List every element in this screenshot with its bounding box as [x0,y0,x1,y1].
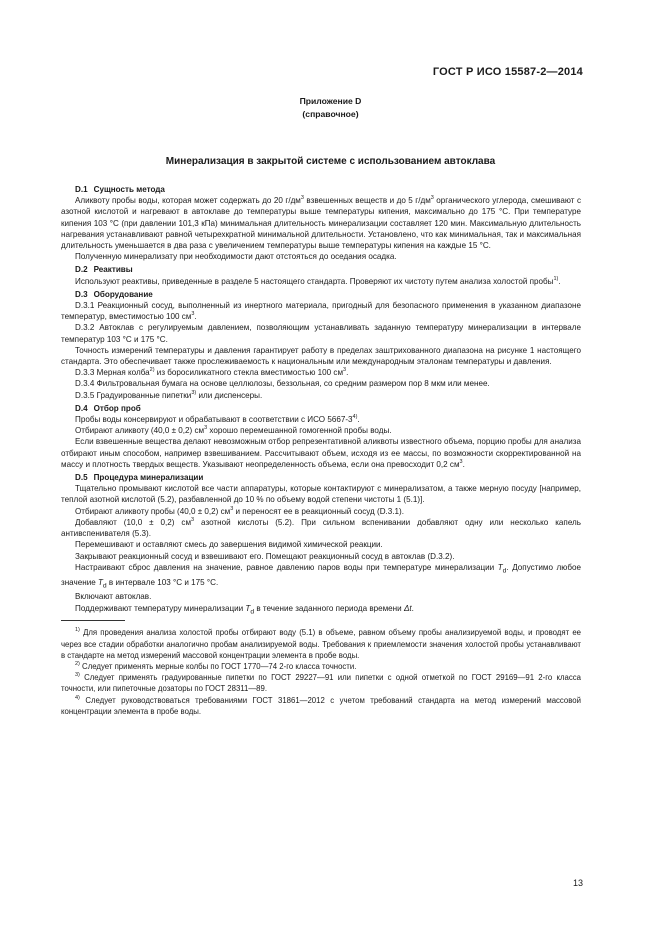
section-heading-d5: D.5 Процедура минерализации [75,473,204,483]
paragraph: D.3.1 Реакционный сосуд, выполненный из инертного материала, пригодный для безопасного применения в указанном диапазоне температур, вместимостью 100 $см^3$. [61,301,581,322]
paragraph: Отбирают аликвоту (40,0 ± 0,2) $см^3$ хорошо перемешанной гомогенной пробы воды. [75,425,392,436]
paragraph: Точность измерений температуры и давления гарантирует работу в пределах заштрихованного диапазона на рисунке 1 настоящего стандарта. Это обеспечивает также прослеживаемость к национальным или международным эталонам температуры и давления. [61,345,581,367]
paragraph: Включают автоклав. [75,592,152,602]
appendix-subtitle: (справочное) [302,109,359,119]
paragraph: Пробы воды консервируют и обрабатывают в соответствии с ИСО 5667-3$^{4)}$. [75,414,360,425]
paragraph: Добавляют (10,0 ± 0,2) $см^3$ азотной кислоты (5.2). При сильном вспенивании добавляют одну или несколько капель антивспенивателя (5.3). [61,516,581,539]
paragraph: Отбирают аликвоту пробы (40,0 ± 0,2) $см^3$ и переносят ее в реакционный сосуд (D.3.1). [75,505,404,516]
document-body [61,184,581,717]
section-heading-d1: D.1 Сущность метода [75,185,165,194]
standard-header: ГОСТ Р ИСО 15587-2—2014 [432,66,583,78]
document-title: Минерализация в закрытой системе с использованием автоклава [165,156,496,167]
footnote-ref: 3) [191,389,197,396]
section-heading-d3: D.3 Оборудование [75,289,153,299]
footnote-ref: 1) [553,275,559,282]
paragraph: Полученную минерализату при необходимости дают отстояться до оседания осадка. [75,252,397,262]
paragraph: Перемешивают и оставляют смесь до завершения видимой химической реакции. [75,540,383,550]
paragraph: Тщательно промывают кислотой все части аппаратуры, которые контактируют с минерализатом, а также мерную посуду [например, теплой азотной кислотой (5.2), разбавленной до 10 % по объему водой степени чистоты 1 (5.1)]. [61,484,581,505]
footnote-separator [61,620,125,621]
appendix-heading [0,95,661,121]
appendix-title: Приложение D [299,96,362,106]
footnote-ref: 4) [352,414,358,421]
section-heading-d4: D.4 Отбор проб [75,403,141,413]
footnote: $^{2)}$ Следует применять мерные колбы по ГОСТ 1770—74 2-го класса точности. [75,660,357,671]
footnote: $^{1)}$ Для проведения анализа холостой пробы отбирают воду (5.1) в объеме, равном объему пробы анализируемой воды, и проводят ее через все стадии обработки аналогично пробам анализируемой воды. Требования к приемлемости значения холостой пробы устанавливают в стандарте на метод измерений массовой концентрации элемента в пробе воды. [61,627,581,660]
footnote-ref: 2) [149,367,155,374]
paragraph: Если взвешенные вещества делают невозможным отбор репрезентативной аликвоты известного объема, порцию пробы для анализа отбирают иным способом, например взвешиванием. Рассчитывают объем, исходя из ее массы, по возможности скорректированной на массу и плотность твердых веществ. Указывают неопределенность объема, если она превосходит 0,2 $см^3$. [61,437,581,469]
paragraph: D.3.2 Автоклав с регулируемым давлением, позволяющим устанавливать заданную температуру минерализации в интервале температур 103 °С и 175 °С. [61,323,581,344]
footnote: $^{4)}$ Следует руководствоваться требованиями ГОСТ 31861—2012 с учетом требований стандарта на метод измерений массовой концентрации элемента в пробе воды. [61,694,581,716]
section-heading-d2: D.2 Реактивы [75,265,133,275]
paragraph: Используют реактивы, приведенные в разделе 5 настоящего стандарта. Проверяют их чистоту путем анализа холостой пробы$^{1)}$. [75,275,561,286]
paragraph: Закрывают реакционный сосуд и взвешивают его. Помещают реакционный сосуд в автоклав (D.3.2). [75,551,455,561]
paragraph: Настраивают сброс давления на значение, равное давлению паров воды при температуре минерализации $T_d$. Допустимо любое значение $T_d$ в интервале 103 °С и 175 °С. [61,562,581,590]
paragraph: Поддерживают температуру минерализации $T_d$ в течение заданного периода времени Δt. [75,603,414,616]
paragraph: D.3.4 Фильтровальная бумага на основе целлюлозы, беззольная, со средним размером пор 8 мкм или менее. [75,379,490,389]
footnote: $^{3)}$ Следует применять градуированные пипетки по ГОСТ 29227—91 или пипетки с одной отметкой по ГОСТ 29169—91 2-го класса точности, или пипеточные дозаторы по ГОСТ 28311—89. [61,672,581,694]
paragraph: D.3.3 Мерная колба$^{2)}$ из боросиликатного стекла вместимостью 100 $см^3$. [75,367,349,378]
footnotes [61,627,581,717]
page-number: 13 [572,878,583,888]
paragraph: Аликвоту пробы воды, которая может содержать до 20 $г/дм^3$ взвешенных веществ и до 5 $г/дм^3$ органического углерода, смешивают с азотной кислотой и нагревают в автоклаве до температуры выше температуры кипения, максимально до 175 °С. При температуре кипения 103 °С (при давлении 101,3 кПа) минимальная длительность минерализации составляет 120 мин. Максимальную длительность нагревания устанавливают равной четырехкратной минимальной длительности. Установлено, что как минимальная, так и максимальная длительность уменьшается в два раза с увеличением температуры выше температуры кипения на каждые 15 °С. [61,195,581,251]
paragraph: D.3.5 Градуированные пипетки$^{3)}$ или диспенсеры. [75,389,263,400]
